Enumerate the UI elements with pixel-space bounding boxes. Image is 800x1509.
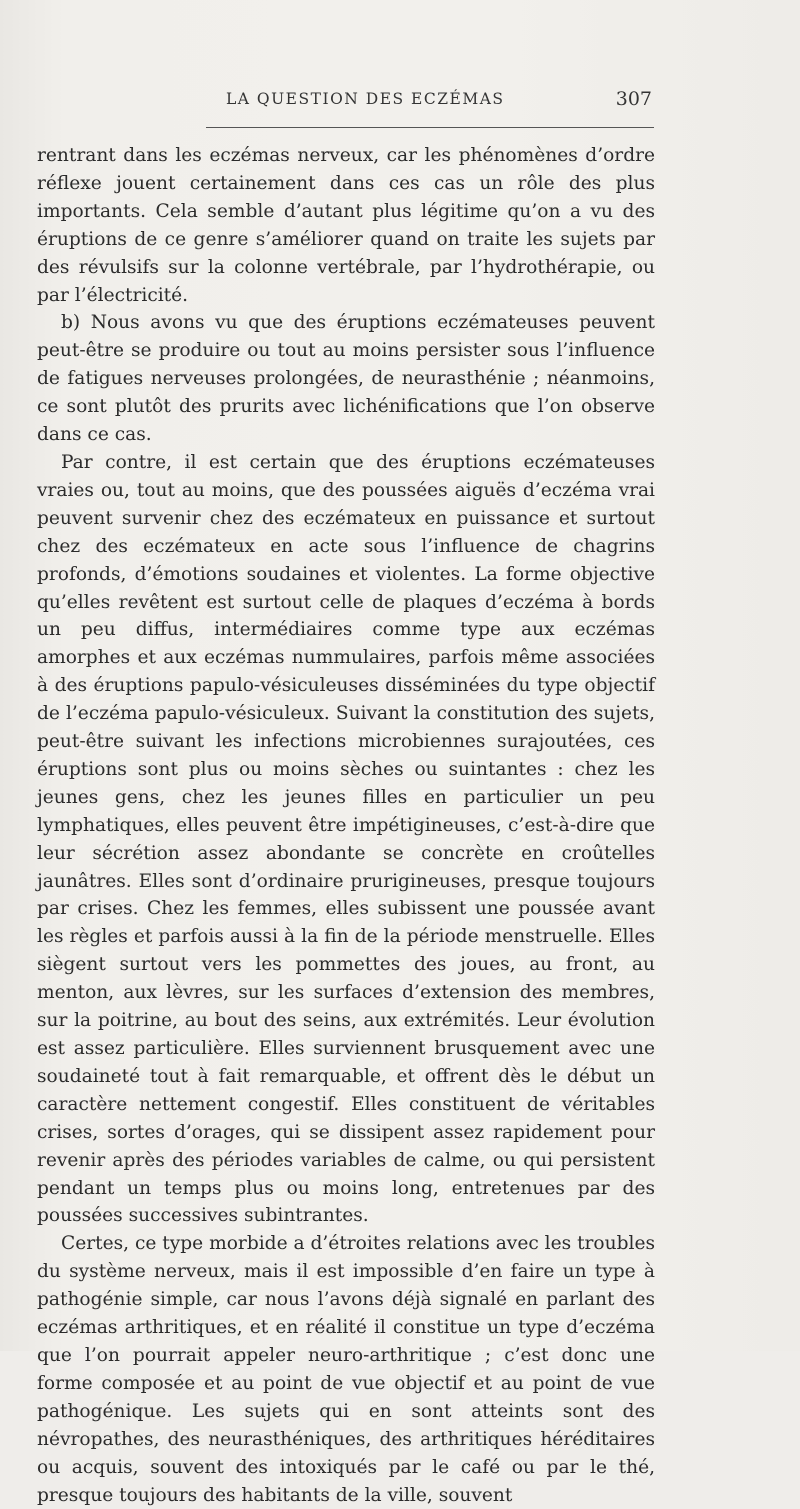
paragraph-continuation: rentrant dans les eczémas nerveux, car les phénomènes d’ordre réflexe jouent certainement dans ces cas un rôle des plus importants. Cela semble d’autant plus légitime qu’on a vu des éruptions de ce genre s’améliorer quand on traite les sujets par des révulsifs sur la colonne vertébrale, par l’hydrothérapie, ou par l’électricité. <box>37 145 655 306</box>
page-header <box>36 88 654 114</box>
running-title: LA QUESTION DES ECZÉMAS <box>226 90 505 108</box>
paragraph: Certes, ce type morbide a d’étroites relations avec les troubles du système nerveux, mais il est impossible d’en faire un type à pathogénie simple, car nous l’avons déjà signalé en parlant des eczémas arthritiques, et en réalité il constitue un type d’eczéma que l’on pourrait appeler neuro-arthritique ; c’est donc une forme composée et au point de vue objectif et au point de vue pathogénique. Les sujets qui en sont atteints sont des névropathes, des neurasthéniques, des arthritiques héréditaires ou acquis, souvent des intoxiqués par le café ou par le thé, presque toujours des habitants de la ville, souvent <box>37 1233 655 1506</box>
header-rule <box>206 127 654 128</box>
paragraph: Par contre, il est certain que des éruptions eczémateuses vraies ou, tout au moins, que des poussées aiguës d’eczéma vrai peuvent survenir chez des eczémateux en puissance et surtout chez des eczémateux en acte sous l’influence de chagrins profonds, d’émotions soudaines et violentes. La forme objective qu’elles revêtent est surtout celle de plaques d’eczéma à bords un peu diffus, intermédiaires comme type aux eczémas amorphes et aux eczémas nummulaires, parfois même associées à des éruptions papulo-vésiculeuses disséminées du type objectif de l’eczéma papulo-vésiculeux. Suivant la constitution des sujets, peut-être suivant les infections microbiennes surajoutées, ces éruptions sont plus ou moins sèches ou suintantes : chez les jeunes gens, chez les jeunes filles en particulier un peu lymphatiques, elles peuvent être impétigineuses, c’est-à-dire que leur sécrétion assez abondante se concrète en croûtelles jaunâtres. Elles sont d’ordinaire prurigineuses, presque toujours par crises. Chez les femmes, elles subissent une poussée avant les règles et parfois aussi à la fin de la période menstruelle. Elles siègent surtout vers les pommettes des joues, au front, au menton, aux lèvres, sur les surfaces d’extension des membres, sur la poitrine, au bout des seins, aux extrémités. Leur évolution est assez particulière. Elles surviennent brusquement avec une soudaineté tout à fait remarquable, et offrent dès le début un caractère nettement congestif. Elles constituent de véritables crises, sortes d’orages, qui se dissipent assez rapidement pour revenir après des périodes variables de calme, ou qui persistent pendant un temps plus ou moins long, entretenues par des poussées successives subintrantes. <box>37 451 655 1227</box>
page-number: 307 <box>615 88 652 110</box>
body-text <box>37 142 655 1509</box>
paragraph: b) Nous avons vu que des éruptions eczémateuses peuvent peut-être se produire ou tout au moins persister sous l’influence de fatigues nerveuses prolongées, de neurasthénie ; néanmoins, ce sont plutôt des prurits avec lichénifications que l’on observe dans ce cas. <box>37 312 655 446</box>
